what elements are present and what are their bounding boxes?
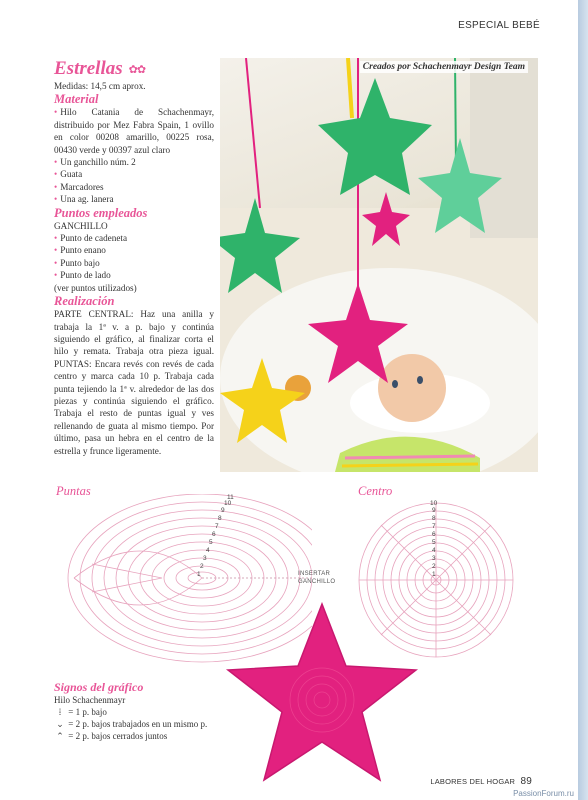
material-item: • Marcadores [54, 181, 214, 193]
puntas-row-num: 11 [227, 494, 234, 501]
stitches-group: GANCHILLO [54, 220, 108, 231]
section-header: ESPECIAL BEBÉ [458, 20, 540, 31]
pink-star-photo [224, 602, 420, 788]
centro-row-num: 9 [432, 507, 436, 514]
puntas-row-num: 8 [218, 515, 222, 522]
decrease-symbol: ⌃ [56, 731, 64, 741]
centro-row-num: 2 [432, 563, 436, 570]
legend-item-text: = 2 p. bajos trabajados en un mismo p. [68, 719, 208, 729]
article-text-column [54, 80, 214, 457]
material-item: • Guata [54, 168, 214, 180]
instructions-text: PARTE CENTRAL: Haz una anilla y trabaja la 1ª v. a p. bajo y continúa siguiendo el gráfico, al finalizar corta el hilo y remata. Trabaja otra pieza igual. PUNTAS: Encara revés con revés de cada centro y marca cada 10 p. Trabaja cada punta tejiendo la 1ª v. alrededor de las dos piezas y continúa siguiendo el gráfico. Trabaja el resto de puntas igual y ves rellenando de guata al mismo tiempo. Por último, pasa un hebra en el centro de la estrella y frunce ligeramente. [54, 309, 214, 456]
stitches-note: (ver puntos utilizados) [54, 282, 137, 293]
legend-yarn: Hilo Schachenmayr [54, 695, 126, 705]
puntas-row-num: 9 [221, 507, 225, 514]
insert-label-line: INSERTAR [298, 571, 331, 577]
material-item: • Hilo Catania de Schachenmayr, distribuido por Mez Fabra Spain, 1 ovillo en color 00208 amarillo, 00225 rosa, 00430 verde y 00397 azul claro [54, 106, 214, 156]
article-title-row [54, 58, 145, 80]
centro-row-num: 1 [432, 571, 436, 578]
magazine-name: LABORES DEL HOGAR [430, 777, 516, 786]
flower-icon: ✿✿ [128, 63, 146, 76]
stitch-item: • Punto de cadeneta [54, 232, 214, 244]
centro-row-num: 3 [432, 555, 436, 562]
centro-row-num: 10 [430, 500, 438, 507]
material-item: • Un ganchillo núm. 2 [54, 156, 214, 168]
centro-chart-label: Centro [358, 484, 393, 498]
measures: Medidas: 14,5 cm aprox. [54, 81, 146, 91]
page-edge [578, 0, 588, 800]
insert-hook-label [298, 570, 335, 586]
puntas-row-num: 2 [200, 563, 204, 570]
legend-item [54, 730, 234, 742]
photo-illustration [220, 58, 538, 472]
article-title: Estrellas [54, 58, 123, 79]
puntas-row-num: 1 [197, 571, 201, 578]
centro-row-num: 7 [432, 523, 436, 530]
centro-row-num: 4 [432, 547, 436, 554]
material-heading: Material [54, 92, 99, 107]
photo-credit: Creados por Schachenmayr Design Team [360, 61, 528, 73]
single-crochet-symbol: ⁞ [58, 707, 62, 717]
material-item: • Una ag. lanera [54, 193, 214, 205]
legend-item [54, 706, 234, 718]
increase-symbol: ⌄ [56, 719, 64, 729]
centro-row-num: 5 [432, 539, 436, 546]
legend-heading: Signos del gráfico [54, 680, 144, 694]
stitch-item: • Punto enano [54, 244, 214, 256]
chart-legend [54, 677, 234, 742]
watermark: PassionForum.ru [513, 789, 574, 798]
stitches-heading: Puntos empleados [54, 205, 148, 220]
stitch-item: • Punto de lado [54, 269, 214, 281]
stitch-item: • Punto bajo [54, 257, 214, 269]
centro-row-num: 8 [432, 515, 436, 522]
puntas-row-num: 5 [209, 539, 213, 546]
puntas-row-num: 7 [215, 523, 219, 530]
page-footer [430, 776, 532, 787]
puntas-row-num: 4 [206, 547, 210, 554]
insert-label-line: GANCHILLO [298, 579, 336, 585]
puntas-row-num: 3 [203, 555, 207, 562]
puntas-chart-label: Puntas [56, 484, 91, 498]
page-number: 89 [520, 776, 532, 787]
puntas-row-num: 6 [212, 531, 216, 538]
centro-row-num: 6 [432, 531, 436, 538]
instructions-heading: Realización [54, 294, 115, 309]
puntas-row-num: 10 [224, 500, 232, 507]
legend-item [54, 718, 234, 730]
legend-item-text: = 2 p. bajos cerrados juntos [68, 731, 168, 741]
legend-item-text: = 1 p. bajo [68, 707, 107, 717]
baby-mobile-photo [220, 58, 538, 472]
